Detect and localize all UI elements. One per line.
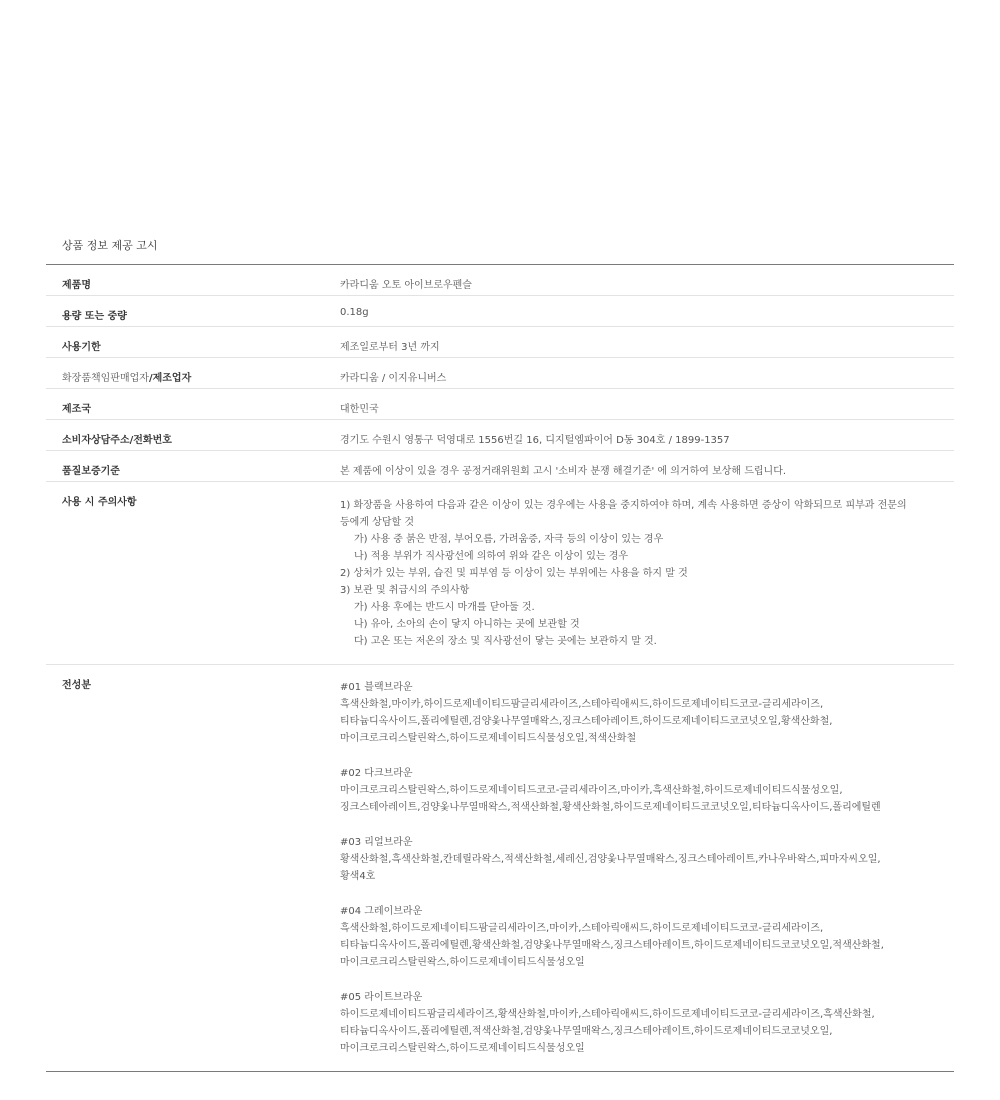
ingredient-line: 티타늄디옥사이드,폴리에틸렌,검양옻나무열매왁스,징크스테아레이트,하이드로제네이티드코코넛오일,황색산화철,: [340, 716, 833, 727]
row-country: [46, 389, 954, 420]
row-capacity: [46, 296, 954, 327]
ingredient-line: 마이크로크리스탈린왁스,하이드로제네이티드코코-글리세라이즈,마이카,흑색산화철,하이드로제네이티드식물성오일,: [340, 785, 843, 796]
caution-line: 등에게 상담할 것: [340, 517, 414, 528]
caution-line: 가) 사용 후에는 반드시 마개를 닫아둘 것.: [354, 602, 535, 613]
value-caution: [324, 482, 954, 665]
label-warranty: 품질보증기준: [46, 451, 324, 482]
product-info-table: [46, 264, 954, 1072]
caution-line: 가) 사용 중 붉은 반점, 부어오름, 가려움증, 자극 등의 이상이 있는 경우: [354, 534, 664, 545]
caution-line: 다) 고온 또는 저온의 장소 및 직사광선이 닿는 곳에는 보관하지 말 것.: [354, 636, 657, 647]
row-contact: [46, 420, 954, 451]
label-country: 제조국: [46, 389, 324, 420]
ingredient-line: 티타늄디옥사이드,폴리에틸렌,적색산화철,검양옻나무열매왁스,징크스테아레이트,하이드로제네이티드코코넛오일,: [340, 1026, 833, 1037]
value-warranty: 본 제품에 이상이 있을 경우 공정거래위원회 고시 '소비자 분쟁 해결기준' 에 의거하여 보상해 드립니다.: [324, 451, 954, 482]
row-warranty: [46, 451, 954, 482]
row-product-name: [46, 265, 954, 296]
ingredient-block-02: [340, 765, 924, 816]
label-seller: [46, 358, 324, 389]
row-expiry: [46, 327, 954, 358]
ingredient-line: 황색4호: [340, 871, 376, 882]
ingredient-shade-title: #03 리얼브라운: [340, 837, 413, 848]
ingredient-line: 흑색산화철,하이드로제네이티드팜글리세라이즈,마이카,스테아릭애씨드,하이드로제네이티드코코-글리세라이즈,: [340, 923, 824, 934]
ingredient-line: 흑색산화철,마이카,하이드로제네이티드팜글리세라이즈,스테아릭애씨드,하이드로제네이티드코코-글리세라이즈,: [340, 699, 824, 710]
caution-line: 나) 적용 부위가 직사광선에 의하여 위와 같은 이상이 있는 경우: [354, 551, 629, 562]
ingredient-shade-title: #01 블랙브라운: [340, 682, 413, 693]
value-seller: 카라디움 / 이지유니버스: [324, 358, 954, 389]
ingredient-line: 마이크로크리스탈린왁스,하이드로제네이티드식물성오일,적색산화철: [340, 733, 637, 744]
caution-line: 3) 보관 및 취급시의 주의사항: [340, 585, 470, 596]
ingredient-line: 마이크로크리스탈린왁스,하이드로제네이티드식물성오일: [340, 1043, 585, 1054]
ingredient-line: 티타늄디옥사이드,폴리에틸렌,황색산화철,검양옻나무열매왁스,징크스테아레이트,하이드로제네이티드코코넛오일,적색산화철,: [340, 940, 884, 951]
ingredient-block-01: [340, 679, 924, 747]
value-ingredients: [324, 665, 954, 1072]
ingredient-line: 마이크로크리스탈린왁스,하이드로제네이티드식물성오일: [340, 957, 585, 968]
ingredient-line: 하이드로제네이티드팜글리세라이즈,황색산화철,마이카,스테아릭애씨드,하이드로제네이티드코코-글리세라이즈,흑색산화철,: [340, 1009, 875, 1020]
value-capacity: 0.18g: [324, 296, 954, 327]
caution-line: 1) 화장품을 사용하여 다음과 같은 이상이 있는 경우에는 사용을 중지하여야 하며, 계속 사용하면 증상이 악화되므로 피부과 전문의: [340, 500, 907, 511]
section-title: 상품 정보 제공 고시: [62, 239, 158, 252]
row-caution: [46, 482, 954, 665]
ingredient-shade-title: #02 다크브라운: [340, 768, 413, 779]
caution-line: 2) 상처가 있는 부위, 습진 및 피부염 등 이상이 있는 부위에는 사용을 하지 말 것: [340, 568, 688, 579]
value-expiry: 제조일로부터 3년 까지: [324, 327, 954, 358]
value-contact: 경기도 수원시 영통구 덕영대로 1556번길 16, 디지털엠파이어 D동 304호 / 1899-1357: [324, 420, 954, 451]
value-product-name: 카라디움 오토 아이브로우펜슬: [324, 265, 954, 296]
ingredient-block-03: [340, 834, 924, 885]
ingredient-block-05: [340, 989, 924, 1057]
ingredient-shade-title: #05 라이트브라운: [340, 992, 423, 1003]
ingredient-line: 징크스테아레이트,검양옻나무열매왁스,적색산화철,황색산화철,하이드로제네이티드코코넛오일,티타늄디옥사이드,폴리에틸렌: [340, 802, 881, 813]
ingredient-block-04: [340, 903, 924, 971]
label-contact: 소비자상담주소/전화번호: [46, 420, 324, 451]
row-seller: [46, 358, 954, 389]
label-expiry: 사용기한: [46, 327, 324, 358]
label-seller-light: 화장품책임판매업자: [62, 373, 149, 384]
value-country: 대한민국: [324, 389, 954, 420]
label-ingredients: 전성분: [62, 680, 91, 691]
label-caution: 사용 시 주의사항: [46, 482, 324, 665]
label-capacity: 용량 또는 중량: [46, 296, 324, 327]
caution-line: 나) 유아, 소아의 손이 닿지 아니하는 곳에 보관할 것: [354, 619, 580, 630]
ingredient-shade-title: #04 그레이브라운: [340, 906, 423, 917]
ingredient-line: 황색산화철,흑색산화철,칸데릴라왁스,적색산화철,세레신,검양옻나무열매왁스,징크스테아레이트,카나우바왁스,피마자씨오일,: [340, 854, 881, 865]
row-ingredients: [46, 665, 954, 1072]
label-seller-bold: /제조업자: [148, 373, 192, 384]
label-product-name: 제품명: [46, 265, 324, 296]
